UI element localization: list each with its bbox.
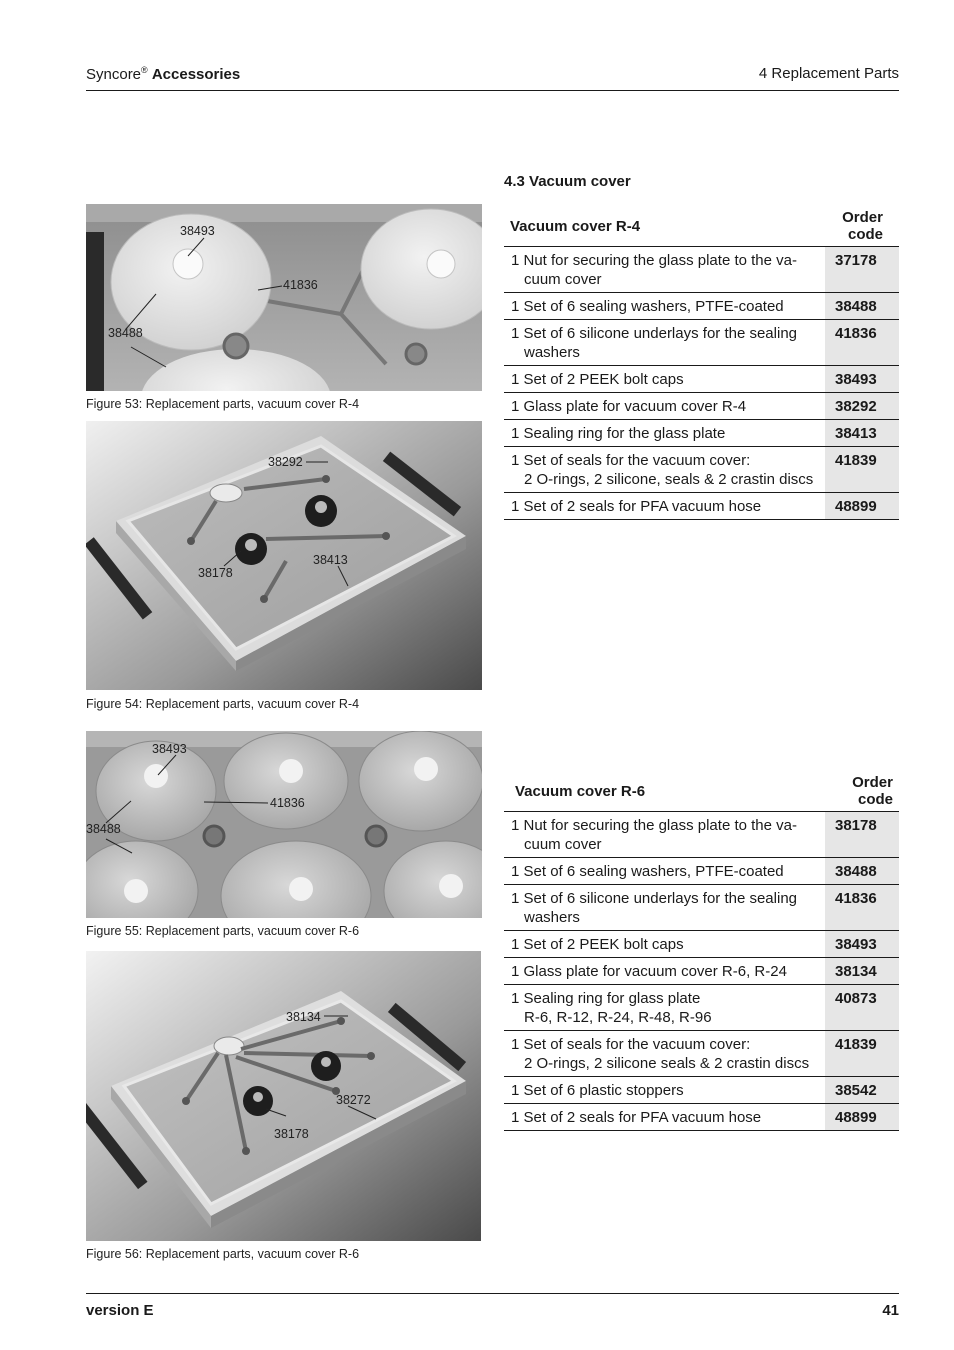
part-description: [504, 320, 825, 366]
order-code: 41836: [825, 885, 899, 931]
callout-label: 41836: [283, 278, 318, 292]
description-line: 1 Set of seals for the vacuum cover:: [511, 452, 751, 469]
table-row: [504, 247, 899, 293]
description-line: washers: [524, 344, 580, 361]
part-description: [504, 931, 825, 958]
description-line: 1 Set of 6 silicone underlays for the sealing: [511, 325, 798, 342]
part-description: [504, 1077, 825, 1104]
part-description: [504, 366, 825, 393]
part-description: [504, 1031, 825, 1077]
brand-name: Syncore: [86, 66, 142, 83]
order-code: 41839: [825, 1031, 899, 1077]
table-row: [504, 958, 899, 985]
section-name: Accessories: [151, 66, 241, 83]
description-line: 2 O-rings, 2 silicone, seals & 2 crastin discs: [524, 471, 814, 488]
registered-mark: ®: [141, 65, 148, 75]
table-row: [504, 320, 899, 366]
part-description: [504, 293, 825, 320]
order-code-header: Order code: [825, 205, 899, 247]
table-row: [504, 366, 899, 393]
running-header-left: [86, 65, 240, 83]
description-line: 1 Set of 2 seals for PFA vacuum hose: [511, 498, 762, 515]
description-line: 1 Sealing ring for the glass plate: [511, 425, 726, 442]
part-description: [504, 447, 825, 493]
callout-label: 38493: [180, 224, 215, 238]
table-row: [504, 931, 899, 958]
header-rule: [86, 90, 899, 91]
description-line: 1 Set of 2 PEEK bolt caps: [511, 371, 684, 388]
figure-55-caption: Figure 55: Replacement parts, vacuum cover R-6: [86, 924, 360, 938]
order-code: 37178: [825, 247, 899, 293]
description-line: 1 Sealing ring for glass plate: [511, 990, 701, 1007]
order-code: 38292: [825, 393, 899, 420]
figure-53-caption: Figure 53: Replacement parts, vacuum cover R-4: [86, 397, 360, 411]
table-row: [504, 985, 899, 1031]
parts-table-r6: [504, 770, 899, 1131]
description-line: 2 O-rings, 2 silicone seals & 2 crastin discs: [524, 1055, 810, 1072]
figure-54-caption: Figure 54: Replacement parts, vacuum cover R-4: [86, 697, 360, 711]
part-description: [504, 958, 825, 985]
table-row: [504, 858, 899, 885]
description-line: washers: [524, 909, 580, 926]
figure-56-caption: Figure 56: Replacement parts, vacuum cover R-6: [86, 1247, 360, 1261]
description-line: 1 Set of 6 silicone underlays for the sealing: [511, 890, 798, 907]
page-number: 41: [882, 1302, 899, 1319]
table-row: [504, 885, 899, 931]
callout-label: 38488: [86, 822, 121, 836]
table-header-row: [504, 205, 899, 247]
part-description: [504, 985, 825, 1031]
callout-label: 38488: [108, 326, 143, 340]
order-code: 41836: [825, 320, 899, 366]
table-row: [504, 493, 899, 520]
footer-rule: [86, 1293, 899, 1294]
description-line: 1 Set of seals for the vacuum cover:: [511, 1036, 751, 1053]
description-line: R-6, R-12, R-24, R-48, R-96: [524, 1009, 712, 1026]
part-description: [504, 420, 825, 447]
part-description: [504, 858, 825, 885]
description-line: 1 Set of 2 PEEK bolt caps: [511, 936, 684, 953]
description-line: cuum cover: [524, 836, 602, 853]
figure-53-photo: [86, 204, 482, 391]
description-line: 1 Nut for securing the glass plate to the va-: [511, 817, 797, 834]
table-row: [504, 1031, 899, 1077]
part-description: [504, 393, 825, 420]
table-header-row: [504, 770, 899, 812]
part-description: [504, 493, 825, 520]
callout-label: 38413: [313, 553, 348, 567]
table-row: [504, 393, 899, 420]
section-title: 4.3 Vacuum cover: [504, 173, 631, 190]
version-label: version E: [86, 1302, 154, 1319]
callout-label: 38178: [198, 566, 233, 580]
parts-table-r4: [504, 205, 899, 520]
running-header-right: 4 Replacement Parts: [758, 65, 899, 82]
order-code: 38488: [825, 858, 899, 885]
order-code: 38493: [825, 366, 899, 393]
description-line: 1 Set of 6 sealing washers, PTFE-coated: [511, 863, 784, 880]
part-description: [504, 1104, 825, 1131]
order-code: 38493: [825, 931, 899, 958]
callout-label: 38272: [336, 1093, 371, 1107]
callout-label: 41836: [270, 796, 305, 810]
description-line: 1 Nut for securing the glass plate to the va-: [511, 252, 797, 269]
order-code: 38413: [825, 420, 899, 447]
description-line: 1 Set of 6 plastic stoppers: [511, 1082, 684, 1099]
order-code: 38134: [825, 958, 899, 985]
description-line: cuum cover: [524, 271, 602, 288]
figure-54-photo: [86, 421, 482, 690]
part-description: [504, 247, 825, 293]
callout-label: 38493: [152, 742, 187, 756]
order-code-header: Order code: [825, 770, 899, 812]
callout-label: 38292: [268, 455, 303, 469]
callout-label: 38134: [286, 1010, 321, 1024]
order-code: 40873: [825, 985, 899, 1031]
table-row: [504, 420, 899, 447]
order-code: 48899: [825, 493, 899, 520]
callout-label: 38178: [274, 1127, 309, 1141]
table-row: [504, 1104, 899, 1131]
order-code: 38178: [825, 812, 899, 858]
table-title: Vacuum cover R-6: [504, 770, 825, 812]
order-code: 48899: [825, 1104, 899, 1131]
order-code: 38488: [825, 293, 899, 320]
figure-56-photo: [86, 951, 481, 1241]
order-code: 41839: [825, 447, 899, 493]
figure-55-photo: [86, 731, 482, 918]
table-row: [504, 447, 899, 493]
description-line: 1 Set of 6 sealing washers, PTFE-coated: [511, 298, 784, 315]
part-description: [504, 812, 825, 858]
description-line: 1 Glass plate for vacuum cover R-6, R-24: [511, 963, 787, 980]
table-title: Vacuum cover R-4: [504, 205, 825, 247]
part-description: [504, 885, 825, 931]
description-line: 1 Glass plate for vacuum cover R-4: [511, 398, 747, 415]
table-row: [504, 1077, 899, 1104]
table-row: [504, 293, 899, 320]
order-code: 38542: [825, 1077, 899, 1104]
table-row: [504, 812, 899, 858]
description-line: 1 Set of 2 seals for PFA vacuum hose: [511, 1109, 762, 1126]
